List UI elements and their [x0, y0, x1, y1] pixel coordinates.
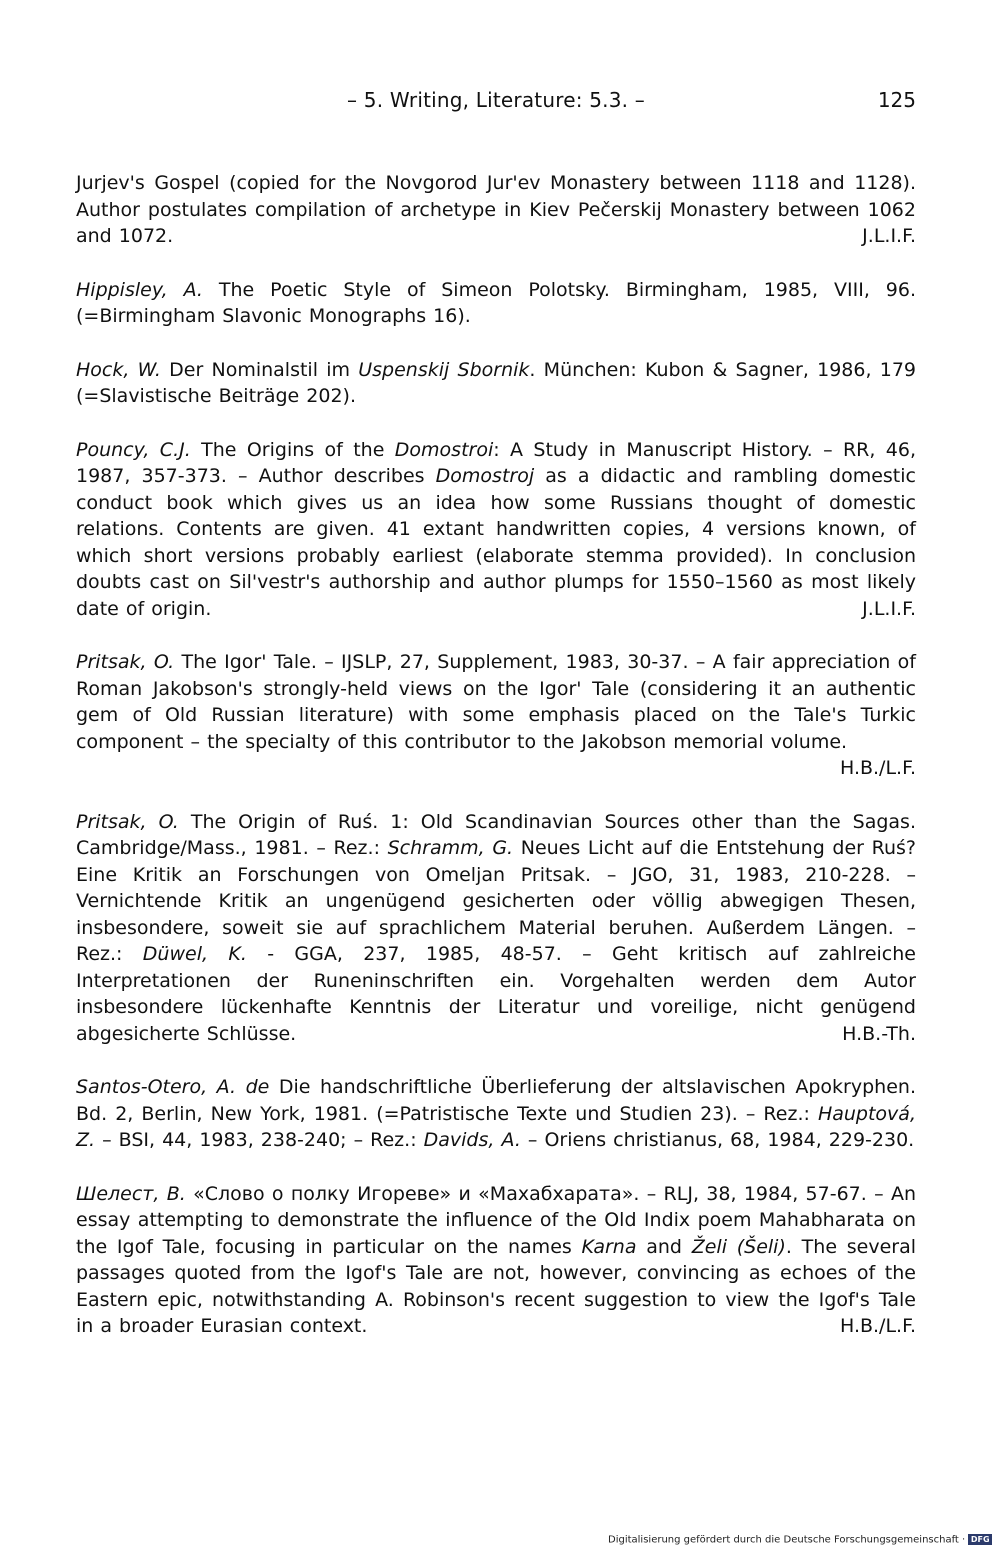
entry-text: «Слово о полку Игореве» и «Махабхарата». – RLJ, 38, 1984, 57-67. – An essay attempting to demonstrate the influence of the Old Indix poem Mahabharata on the Igof Tale, focusing in particular on the names: [76, 1182, 916, 1258]
entry-text: . The several passages quoted from the Igof's Tale are not, however, convincing as echoes of the Eastern epic, notwithstanding A. Robinson's recent suggestion to view the Igof's Tale in a broader Eurasian context.: [76, 1235, 917, 1337]
bibliography-entry: [76, 170, 916, 250]
entry-italic-name: Želi (Šeli): [691, 1235, 786, 1258]
entry-author: Hock, W.: [76, 358, 161, 381]
entry-text: : A Study in Manuscript History. – RR, 46, 1987, 357-373. – Author describes: [76, 438, 916, 487]
entry-text: – Oriens christianus, 68, 1984, 229-230.: [520, 1129, 915, 1151]
entry-italic-title: Uspenskij Sbornik: [358, 358, 530, 381]
entry-text: Neues Licht auf die Entstehung der Ruś? Eine Kritik an Forschungen von Omeljan Pritsak. – JGO, 31, 1983, 210-228. – Vernichtende Kritik an ungenügend gesicherten oder völlig abwegigen Thesen, insbesondere, soweit sie auf sprachlichem Material beruhen. Außerdem Längen. – Rez.:: [76, 837, 916, 965]
entry-text: Der Nominalstil im: [160, 358, 359, 381]
bibliography-list: [76, 170, 916, 1367]
entry-author: Santos-Otero, A. de: [76, 1076, 270, 1098]
dfg-logo: DFG: [968, 1534, 992, 1545]
funding-note: Digitalisierung gefördert durch die Deutsche Forschungsgemeinschaft ·: [608, 1534, 966, 1546]
entry-text: The Origin of Ruś. 1: Old Scandinavian Sources other than the Sagas. Cambridge/Mass., 1981. – Rez.:: [76, 810, 916, 859]
entry-text: – BSI, 44, 1983, 238-240; – Rez.:: [95, 1129, 424, 1151]
entry-italic-name: Schramm, G.: [387, 837, 514, 859]
reviewer-initials: H.B.-Th.: [842, 1022, 916, 1045]
entry-text: The Origins of the: [190, 438, 395, 461]
bibliography-entry: [76, 277, 916, 330]
entry-text: . München: Kubon & Sagner, 1986, 179 (=Slavistische Beiträge 202).: [76, 358, 917, 407]
entry-italic-name: Karna: [581, 1235, 637, 1258]
reviewer-initials: H.B./L.F.: [839, 757, 916, 779]
section-title: – 5. Writing, Literature: 5.3. –: [347, 88, 645, 112]
digitization-footer: [608, 1534, 992, 1546]
entry-italic-title: Domostroi: [394, 438, 494, 461]
entry-italic-name: Hauptová, Z.: [76, 1102, 916, 1151]
entry-text: Jurjev's Gospel (copied for the Novgorod Jur'ev Monastery between 1118 and 1128). Author postulates compilation of archetype in Kiev Pečerskij Monastery between 1062 and 1072.: [76, 172, 916, 247]
entry-text: as a didactic and rambling domestic conduct book which gives us an idea how some Russians thought of domestic relations. Contents are given. 41 extant handwritten copies, 4 versions known, of which short versions probably earliest (elaborate stemma provided). In conclusion doubts cast on Sil'vestr's authorship and author plumps for 1550–1560 as most likely date of origin.: [76, 465, 916, 620]
entry-italic-name: Davids, A.: [423, 1129, 521, 1151]
reviewer-initials: H.B./L.F.: [839, 1315, 916, 1337]
bibliography-entry: [76, 357, 916, 410]
entry-text: and: [636, 1235, 692, 1258]
entry-italic-name: Düwel, K.: [142, 943, 247, 965]
bibliography-entry: [76, 649, 916, 782]
entry-text: The Poetic Style of Simeon Polotsky. Birmingham, 1985, VIII, 96. (=Birmingham Slavonic Monographs 16).: [76, 278, 917, 327]
running-header: [76, 88, 916, 118]
entry-italic-title: Domostroj: [435, 465, 535, 487]
bibliography-entry: [76, 809, 916, 1048]
entry-text: The Igor' Tale. – IJSLP, 27, Supplement, 1983, 30-37. – A fair appreciation of Roman Jakobson's strongly-held views on the Igor' Tale (considering it an authentic gem of Old Russian literature) with some emphasis placed on the Tale's Turkic component – the specialty of this contributor to the Jakobson memorial volume.: [76, 651, 916, 753]
entry-author: Шелест, В.: [76, 1182, 186, 1205]
entry-author: Hippisley, A.: [76, 278, 203, 301]
entry-text: - GGA, 237, 1985, 48-57. – Geht kritisch auf zahlreiche Interpretationen der Runeninschriften ein. Vorgehalten werden dem Autor insbesondere lückenhafte Kenntnis der Literatur und voreilige, nicht genügend abgesicherte Schlüsse.: [76, 943, 916, 1045]
entry-author: Pritsak, O.: [76, 810, 179, 833]
entry-text: Die handschriftliche Überlieferung der altslavischen Apokryphen. Bd. 2, Berlin, New York, 1981. (=Patristische Texte und Studien 23). – Rez.:: [76, 1076, 916, 1125]
entry-author: Pritsak, O.: [76, 651, 175, 673]
bibliography-entry: [76, 437, 916, 623]
bibliography-entry: [76, 1074, 916, 1154]
entry-author: Pouncy, C.J.: [76, 438, 191, 461]
reviewer-initials: J.L.I.F.: [862, 597, 916, 620]
reviewer-initials: J.L.I.F.: [862, 225, 916, 247]
page-number: 125: [877, 88, 916, 112]
bibliography-entry: [76, 1181, 916, 1340]
